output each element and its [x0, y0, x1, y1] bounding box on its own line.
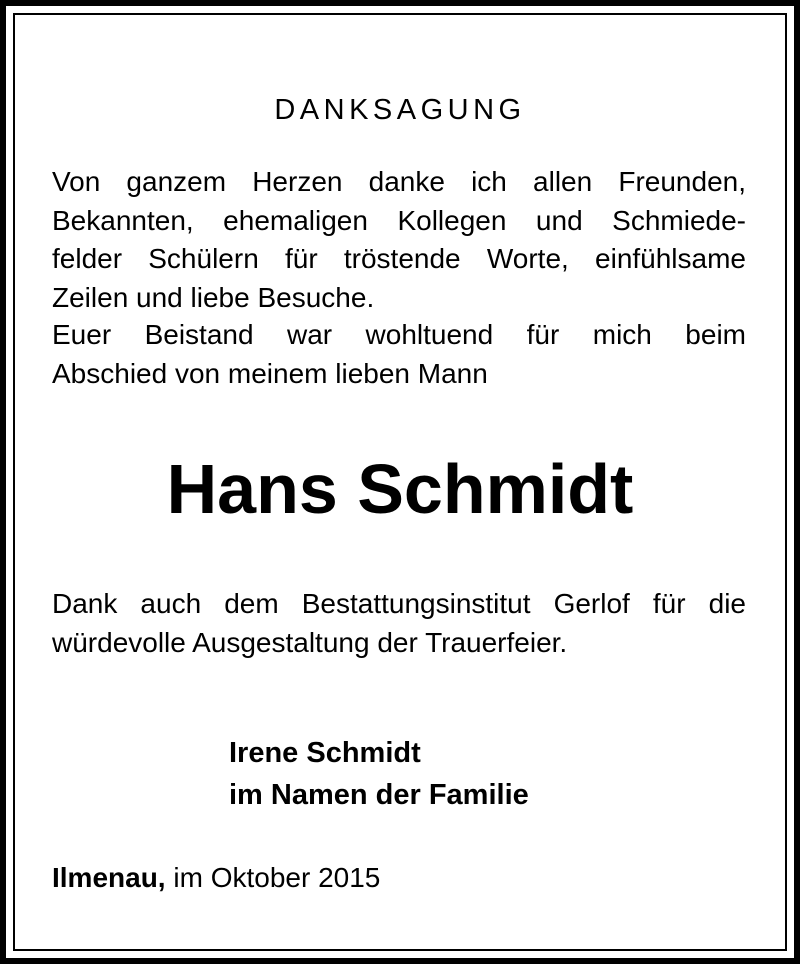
text-line: Zeilen und liebe Besuche.: [52, 281, 375, 313]
text-line: Euer Beistand war wohltuend für mich beim: [52, 319, 746, 350]
text-line: Bekannten, ehemaligen Kollegen und Schmiede-: [52, 204, 746, 236]
signature-subtitle: im Namen der Familie: [229, 779, 529, 811]
funeral-home-paragraph: [52, 585, 746, 662]
deceased-name: Hans Schmidt: [166, 450, 634, 528]
text-line: Dank auch dem Bestattungsinstitut Gerlof für die: [52, 588, 746, 619]
notice-title: DANKSAGUNG: [274, 94, 526, 126]
text-line: Von ganzem Herzen danke ich allen Freunden,: [52, 166, 746, 197]
text-line: felder Schülern für tröstende Worte, einfühlsame: [52, 243, 746, 274]
text-line: Abschied von meinem lieben Mann: [52, 357, 488, 389]
signature-name: Irene Schmidt: [229, 737, 421, 769]
place-date-line: [52, 859, 380, 897]
support-paragraph: [52, 316, 746, 393]
date-text: im Oktober 2015: [173, 862, 381, 893]
place-name: Ilmenau,: [52, 862, 166, 893]
thanks-paragraph: [52, 163, 746, 317]
text-line: würdevolle Ausgestaltung der Trauerfeier.: [52, 626, 568, 658]
